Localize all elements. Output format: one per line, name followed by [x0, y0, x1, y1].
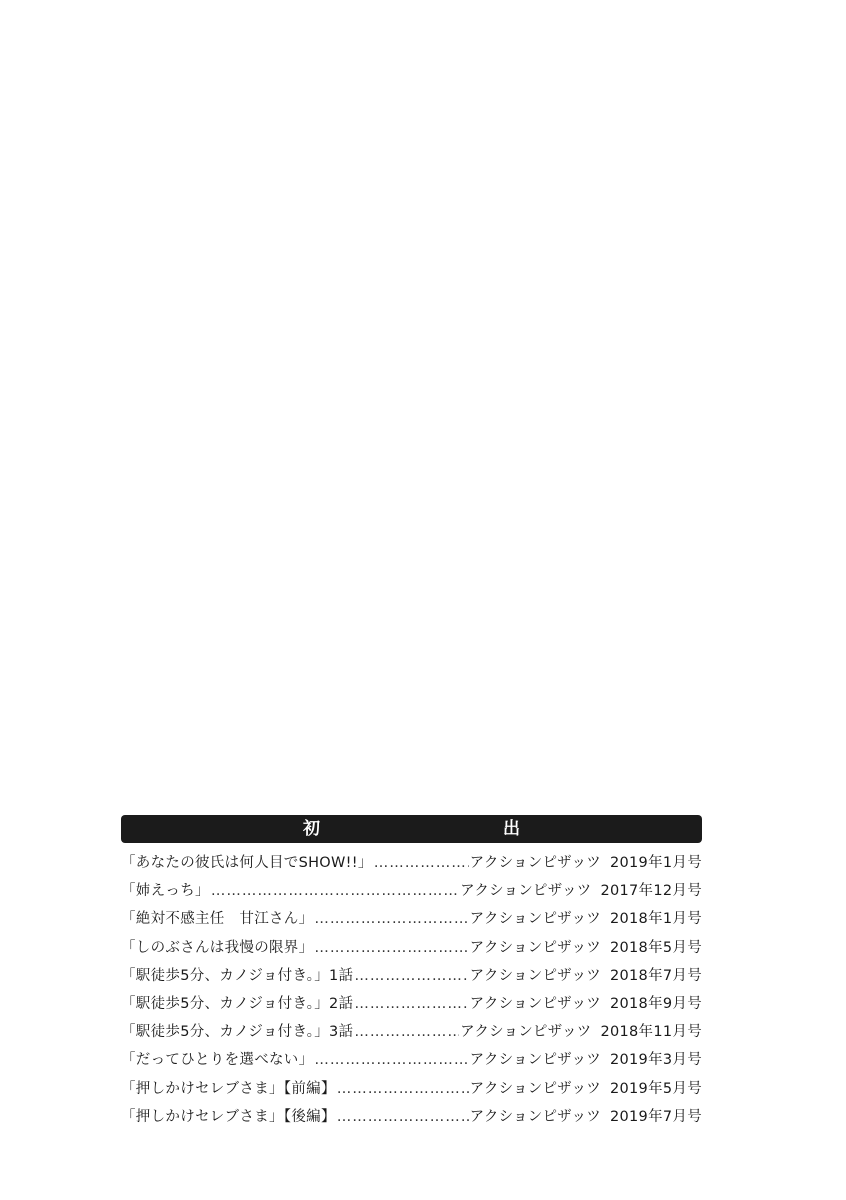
- credit-row: [121, 851, 702, 879]
- credit-issue: 2019年7月号: [609, 1108, 702, 1125]
- credit-publication: アクションピザッツ: [460, 883, 592, 900]
- dot-leader: [337, 1081, 469, 1097]
- credit-issue: 2019年1月号: [609, 855, 702, 871]
- credit-publication: アクションピザッツ: [469, 967, 601, 984]
- credit-row: [121, 992, 702, 1020]
- credit-title: 「だってひとりを選べない」: [121, 1052, 314, 1069]
- credit-title: 「押しかけセレブさま」【後編】: [121, 1108, 336, 1125]
- dot-leader: [211, 883, 459, 899]
- credit-issue: 2018年1月号: [609, 911, 702, 928]
- credit-issue: 2018年11月号: [600, 1024, 702, 1041]
- dot-leader: [354, 1024, 459, 1040]
- dot-leader: [374, 855, 469, 871]
- credit-publication: アクションピザッツ: [460, 1024, 592, 1041]
- credit-publication: アクションピザッツ: [469, 1080, 601, 1097]
- credit-publication: アクションピザッツ: [469, 995, 601, 1012]
- credit-title: 「あなたの彼氏は何人目でSHOW!!」: [121, 855, 373, 871]
- credit-title: 「姉えっち」: [121, 883, 210, 900]
- credit-issue: 2018年5月号: [609, 939, 702, 956]
- credit-title: 「駅徒歩5分、カノジョ付き。」3話: [121, 1024, 354, 1041]
- credit-row: [121, 1105, 702, 1133]
- dot-leader: [354, 996, 468, 1012]
- credit-title: 「駅徒歩5分、カノジョ付き。」2話: [121, 995, 354, 1012]
- credit-issue: 2019年3月号: [609, 1052, 702, 1069]
- credit-row: [121, 1048, 702, 1076]
- dot-leader: [314, 911, 468, 927]
- credits-header-bar: [121, 815, 702, 843]
- credit-publication: アクションピザッツ: [469, 1108, 601, 1125]
- credits-list: [121, 851, 702, 1133]
- dot-leader: [337, 1109, 469, 1125]
- credit-row: [121, 936, 702, 964]
- first-appearance-credits: [121, 815, 702, 1133]
- credit-title: 「駅徒歩5分、カノジョ付き。」1話: [121, 967, 354, 984]
- credit-title: 「絶対不感主任 甘江さん」: [121, 911, 314, 928]
- header-char-second: 出: [503, 819, 520, 839]
- dot-leader: [354, 968, 468, 984]
- credit-issue: 2018年7月号: [609, 967, 702, 984]
- credit-publication: アクションピザッツ: [469, 855, 601, 871]
- credit-publication: アクションピザッツ: [469, 939, 601, 956]
- credit-issue: 2018年9月号: [609, 995, 702, 1012]
- credit-title: 「押しかけセレブさま」【前編】: [121, 1080, 336, 1097]
- header-char-first: 初: [303, 819, 320, 839]
- credit-publication: アクションピザッツ: [469, 911, 601, 928]
- credit-row: [121, 879, 702, 907]
- credit-row: [121, 1020, 702, 1048]
- credit-row: [121, 907, 702, 935]
- credit-row: [121, 1077, 702, 1105]
- dot-leader: [314, 1052, 468, 1068]
- credit-issue: 2019年5月号: [609, 1080, 702, 1097]
- credit-publication: アクションピザッツ: [469, 1052, 601, 1069]
- credit-row: [121, 964, 702, 992]
- credit-issue: 2017年12月号: [600, 883, 702, 900]
- dot-leader: [314, 940, 468, 956]
- credit-title: 「しのぶさんは我慢の限界」: [121, 939, 314, 956]
